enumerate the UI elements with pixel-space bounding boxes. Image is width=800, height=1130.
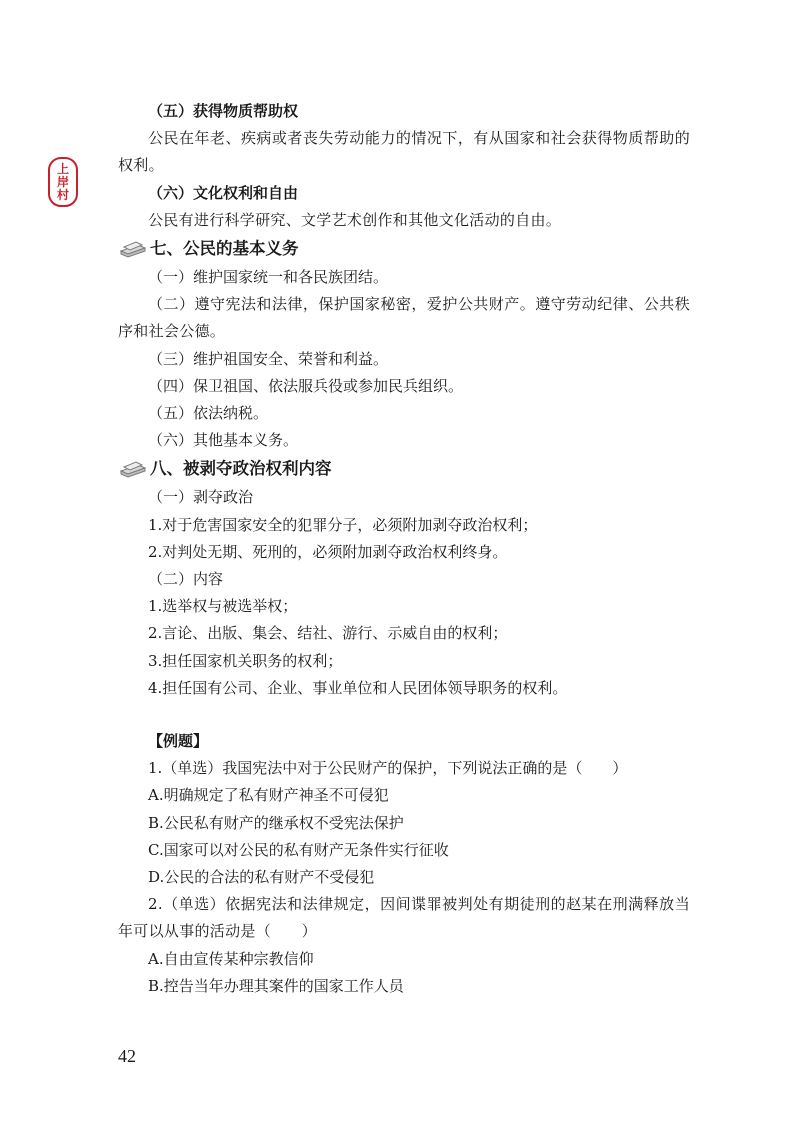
examples-title: 【例题】 [148, 732, 209, 751]
list-item: （一）维护国家统一和各民族团结。 [148, 268, 389, 287]
question-option: B.公民私有财产的继承权不受宪法保护 [148, 813, 404, 832]
list-item: 1.选举权与被选举权； [148, 597, 298, 616]
list-item: 3.担任国家机关职务的权利； [148, 651, 343, 670]
list-item: （二）遵守宪法和法律，保护国家秘密，爱护公共财产。遵守劳动纪律、公共秩序和社会公德。 [118, 295, 690, 341]
list-item: （六）其他基本义务。 [148, 431, 299, 450]
section-eight-heading: 八、被剥夺政治权利内容 [118, 454, 690, 484]
section-five-title: （五）获得物质帮助权 [148, 102, 299, 120]
section-five-body: 公民在年老、疾病或者丧失劳动能力的情况下，有从国家和社会获得物质帮助的权利。 [118, 129, 690, 175]
question-option: C.国家可以对公民的私有财产无条件实行征收 [148, 840, 449, 859]
question-option: A.明确规定了私有财产神圣不可侵犯 [148, 786, 389, 805]
question-option: B.控告当年办理其案件的国家工作人员 [148, 976, 404, 995]
page-number: 42 [118, 1046, 136, 1066]
list-item: （三）维护祖国安全、荣誉和利益。 [148, 349, 389, 368]
list-item: 1.对于危害国家安全的犯罪分子，必须附加剥夺政治权利； [148, 515, 538, 534]
question-option: A.自由宣传某种宗教信仰 [148, 949, 314, 968]
section-six-title: （六）文化权利和自由 [148, 183, 299, 202]
list-item: （四）保卫祖国、依法服兵役或参加民兵组织。 [148, 376, 464, 395]
book-stack-icon [118, 239, 148, 259]
seal-stamp: 上 岸 村 [48, 157, 78, 207]
list-item: （五）依法纳税。 [148, 404, 269, 423]
section-six-body: 公民有进行科学研究、文学艺术创作和其他文化活动的自由。 [148, 210, 562, 229]
book-stack-icon [118, 459, 148, 479]
list-item: 2.对判处无期、死刑的，必须附加剥夺政治权利终身。 [148, 542, 508, 561]
list-item: 2.言论、出版、集会、结社、游行、示威自由的权利； [148, 624, 508, 643]
subheading: （一）剥夺政治 [148, 488, 254, 507]
list-item: 4.担任国有公司、企业、事业单位和人民团体领导职务的权利。 [148, 678, 568, 697]
question-1: 1.（单选）我国宪法中对于公民财产的保护，下列说法正确的是（ ） [148, 759, 628, 778]
section-seven-heading: 七、公民的基本义务 [118, 234, 690, 264]
subheading: （二）内容 [148, 570, 224, 589]
question-option: D.公民的合法的私有财产不受侵犯 [148, 868, 375, 887]
page-content [118, 98, 690, 1000]
question-2: 2.（单选）依据宪法和法律规定，因间谍罪被判处有期徒刑的赵某在刑满释放当年可以从事的活动是（ ） [118, 895, 690, 941]
